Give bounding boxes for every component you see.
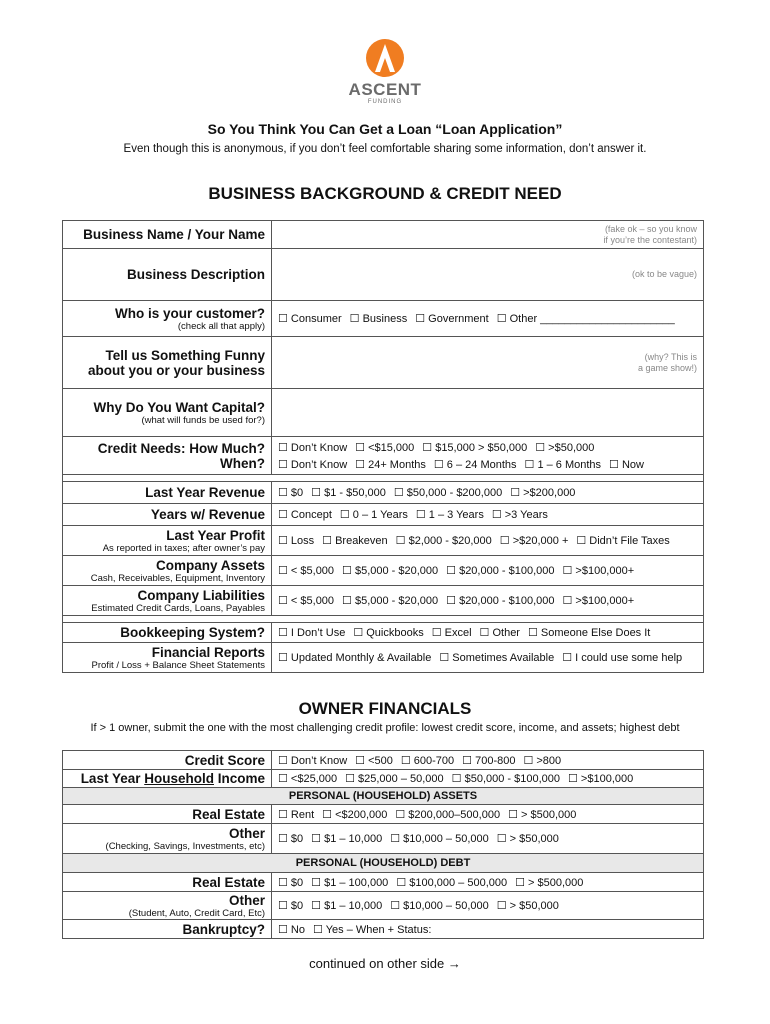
checkbox-revenue-gt-200k[interactable]: ☐ >$200,000 [510,487,576,499]
note-funny-1: (why? This is [644,351,697,362]
checkbox-re-gt-500k[interactable]: ☐ > $500,000 [508,808,577,821]
brand-sub: FUNDING [367,99,403,105]
band-assets-label: PERSONAL (HOUSEHOLD) ASSETS [63,788,704,805]
checkbox-rd-gt-500k[interactable]: ☐ > $500,000 [515,876,584,889]
label-other-debt: Other [228,892,265,908]
checkbox-reports-sometimes[interactable]: ☐ Sometimes Available [439,652,555,664]
sub-other-assets: (Checking, Savings, Investments, etc) [105,840,265,852]
checkbox-other[interactable]: ☐ Other ______________________ [496,313,675,325]
checkbox-score-dont-know[interactable]: ☐ Don’t Know [278,754,348,767]
label-reports: Financial Reports [151,644,265,660]
checkbox-amount-lt-15k[interactable]: ☐ <$15,000 [355,441,415,454]
checkbox-when-1-6-months[interactable]: ☐ 1 – 6 Months [524,458,602,471]
checkbox-oa-gt-50k[interactable]: ☐ > $50,000 [496,833,559,845]
label-business-name: Business Name / Your Name [83,227,265,242]
checkbox-re-200k-500k[interactable]: ☐ $200,000–500,000 [395,808,501,821]
label-income-household: Household [144,771,214,786]
label-funny-2: about you or your business [87,362,265,378]
row-business-desc [63,249,704,301]
band-assets [63,788,704,805]
checkbox-book-quickbooks[interactable]: ☐ Quickbooks [353,627,424,639]
sub-assets: Cash, Receivables, Equipment, Inventory [90,572,265,584]
section-subtitle-owner: If > 1 owner, submit the one with the most challenging credit profile: lowest credit score, income, and assets; highest debt [90,722,680,734]
owner-table [62,750,704,939]
checkbox-rd-100k-500k[interactable]: ☐ $100,000 – 500,000 [396,876,508,889]
note-funny-2: a game show!) [637,362,697,373]
row-real-estate-debt [63,873,704,892]
section-title-owner: OWNER FINANCIALS [298,699,472,718]
input-business-desc[interactable] [272,249,704,301]
checkbox-oa-0[interactable]: ☐ $0 [278,833,304,845]
checkbox-when-dont-know[interactable]: ☐ Don’t Know [278,458,348,471]
input-funny[interactable] [272,337,704,389]
checkbox-bankruptcy-no[interactable]: ☐ No [278,923,305,936]
label-income-pre: Last Year [80,771,145,786]
label-real-estate-assets: Real Estate [192,806,265,822]
checkbox-rd-1-100k[interactable]: ☐ $1 – 100,000 [311,876,389,889]
checkbox-amount-gt-50k[interactable]: ☐ >$50,000 [535,441,595,454]
row-funny [63,337,704,389]
band-debt [63,854,704,873]
checkbox-od-0[interactable]: ☐ $0 [278,900,304,912]
sub-reports: Profit / Loss + Balance Sheet Statements [91,659,265,671]
checkbox-revenue-1-50k[interactable]: ☐ $1 - $50,000 [311,487,386,499]
page-subtitle: Even though this is anonymous, if you don’t feel comfortable sharing some information, don’t answer it. [123,143,647,155]
checkbox-book-none[interactable]: ☐ I Don’t Use [278,627,346,639]
checkbox-revenue-50k-200k[interactable]: ☐ $50,000 - $200,000 [393,487,503,499]
checkbox-score-700-800[interactable]: ☐ 700-800 [462,754,516,767]
checkbox-od-gt-50k[interactable]: ☐ > $50,000 [496,900,559,912]
checkbox-income-50k-100k[interactable]: ☐ $50,000 - $100,000 [451,773,561,785]
checkbox-when-24-months[interactable]: ☐ 24+ Months [355,458,426,471]
checkbox-score-600-700[interactable]: ☐ 600-700 [400,754,455,767]
checkbox-book-other[interactable]: ☐ Other [479,627,520,639]
note-business-name-2: if you’re the contestant) [603,234,697,245]
checkbox-od-10k-50k[interactable]: ☐ $10,000 – 50,000 [390,900,489,912]
row-other-assets [63,824,704,854]
label-why: Why Do You Want Capital? [93,399,265,415]
row-why [63,389,704,437]
checkbox-income-25k-50k[interactable]: ☐ $25,000 – 50,000 [345,773,444,785]
row-real-estate-assets [63,805,704,824]
checkbox-re-lt-200k[interactable]: ☐ <$200,000 [322,808,388,821]
checkbox-liab-lt-5k[interactable]: ☐ < $5,000 [278,595,335,607]
row-credit-score [63,751,704,770]
section-title-business: BUSINESS BACKGROUND & CREDIT NEED [208,184,562,203]
row-business-name [63,221,704,249]
sub-other-debt: (Student, Auto, Credit Card, Etc) [128,907,265,919]
checkbox-years-0-1[interactable]: ☐ 0 – 1 Years [339,509,408,521]
row-assets [63,556,704,586]
ascent-logo-icon [365,38,405,78]
checkbox-profit-breakeven[interactable]: ☐ Breakeven [322,535,388,547]
label-credit-how-much: Credit Needs: How Much? [97,440,265,456]
sub-why: (what will funds be used for?) [141,414,265,426]
row-years [63,504,704,526]
checkbox-assets-gt-100k[interactable]: ☐ >$100,000+ [562,565,635,577]
business-table [62,220,704,673]
checkbox-assets-lt-5k[interactable]: ☐ < $5,000 [278,565,335,577]
row-bookkeeping [63,623,704,643]
checkbox-income-gt-100k[interactable]: ☐ >$100,000 [568,773,634,785]
label-credit-when: When? [220,455,265,471]
checkbox-years-concept[interactable]: ☐ Concept [278,509,332,521]
page-title: So You Think You Can Get a Loan “Loan Application” [207,121,563,137]
checkbox-bankruptcy-yes[interactable]: ☐ Yes – When + Status: [312,923,432,936]
label-income-post: Income [213,771,265,786]
checkbox-years-gt-3[interactable]: ☐ >3 Years [491,509,548,521]
checkbox-profit-loss[interactable]: ☐ Loss [278,535,315,547]
band-debt-label: PERSONAL (HOUSEHOLD) DEBT [63,854,704,873]
label-liabilities: Company Liabilities [137,587,265,603]
input-why[interactable] [272,389,704,437]
checkbox-reports-monthly[interactable]: ☐ Updated Monthly & Available [278,652,432,664]
checkbox-re-rent[interactable]: ☐ Rent [278,808,315,821]
checkbox-liab-20k-100k[interactable]: ☐ $20,000 - $100,000 [446,595,555,607]
checkbox-income-lt-25k[interactable]: ☐ <$25,000 [278,773,338,785]
checkbox-business[interactable]: ☐ Business [349,313,408,325]
sub-liabilities: Estimated Credit Cards, Loans, Payables [91,602,265,614]
checkbox-oa-10k-50k[interactable]: ☐ $10,000 – 50,000 [390,833,489,845]
checkbox-amount-dont-know[interactable]: ☐ Don’t Know [278,441,348,454]
row-credit-needs [63,437,704,475]
checkbox-profit-2k-20k[interactable]: ☐ $2,000 - $20,000 [395,535,492,547]
checkbox-when-6-24-months[interactable]: ☐ 6 – 24 Months [433,458,517,471]
footer-continued: continued on other side → [309,956,461,971]
row-bankruptcy [63,920,704,939]
row-income [63,770,704,788]
note-business-name-1: (fake ok – so you know [604,223,697,234]
row-liabilities [63,586,704,616]
label-real-estate-debt: Real Estate [192,874,265,890]
checkbox-rd-0[interactable]: ☐ $0 [278,876,304,889]
checkbox-profit-no-taxes[interactable]: ☐ Didn’t File Taxes [576,535,670,547]
row-other-debt [63,892,704,920]
checkbox-consumer[interactable]: ☐ Consumer [278,313,342,325]
checkbox-reports-help[interactable]: ☐ I could use some help [562,652,683,664]
sub-customer: (check all that apply) [177,320,265,332]
label-bankruptcy: Bankruptcy? [182,921,265,937]
label-credit-score: Credit Score [184,752,265,768]
brand-name: ASCENT [348,80,422,99]
sub-profit: As reported in taxes; after owner’s pay [102,542,265,554]
input-business-name[interactable] [272,221,704,249]
checkbox-liab-gt-100k[interactable]: ☐ >$100,000+ [562,595,635,607]
row-reports [63,643,704,673]
checkbox-when-now[interactable]: ☐ Now [609,458,644,471]
checkbox-book-excel[interactable]: ☐ Excel [431,627,472,639]
row-profit [63,526,704,556]
label-customer: Who is your customer? [114,305,265,321]
checkbox-assets-5k-20k[interactable]: ☐ $5,000 - $20,000 [342,565,439,577]
checkbox-book-someone-else[interactable]: ☐ Someone Else Does It [527,627,651,639]
label-years: Years w/ Revenue [150,507,265,522]
checkbox-years-1-3[interactable]: ☐ 1 – 3 Years [415,509,484,521]
checkbox-score-lt-500[interactable]: ☐ <500 [355,754,393,767]
note-business-desc: (ok to be vague) [631,269,697,279]
logo [0,38,770,105]
checkbox-od-1-10k[interactable]: ☐ $1 – 10,000 [311,900,383,912]
row-revenue [63,482,704,504]
row-customer [63,301,704,337]
label-assets: Company Assets [155,557,265,573]
checkbox-assets-20k-100k[interactable]: ☐ $20,000 - $100,000 [446,565,555,577]
label-other-assets: Other [228,825,265,841]
checkbox-profit-gt-20k[interactable]: ☐ >$20,000 + [499,535,569,547]
label-revenue: Last Year Revenue [145,485,265,500]
label-business-desc: Business Description [126,267,265,282]
label-profit: Last Year Profit [166,527,265,543]
checkbox-revenue-0[interactable]: ☐ $0 [278,487,304,499]
label-bookkeeping: Bookkeeping System? [120,625,265,640]
checkbox-government[interactable]: ☐ Government [415,313,489,325]
label-funny-1: Tell us Something Funny [105,347,265,363]
checkbox-oa-1-10k[interactable]: ☐ $1 – 10,000 [311,833,383,845]
checkbox-score-gt-800[interactable]: ☐ >800 [523,754,562,767]
checkbox-amount-15k-50k[interactable]: ☐ $15,000 > $50,000 [422,441,528,454]
checkbox-liab-5k-20k[interactable]: ☐ $5,000 - $20,000 [342,595,439,607]
